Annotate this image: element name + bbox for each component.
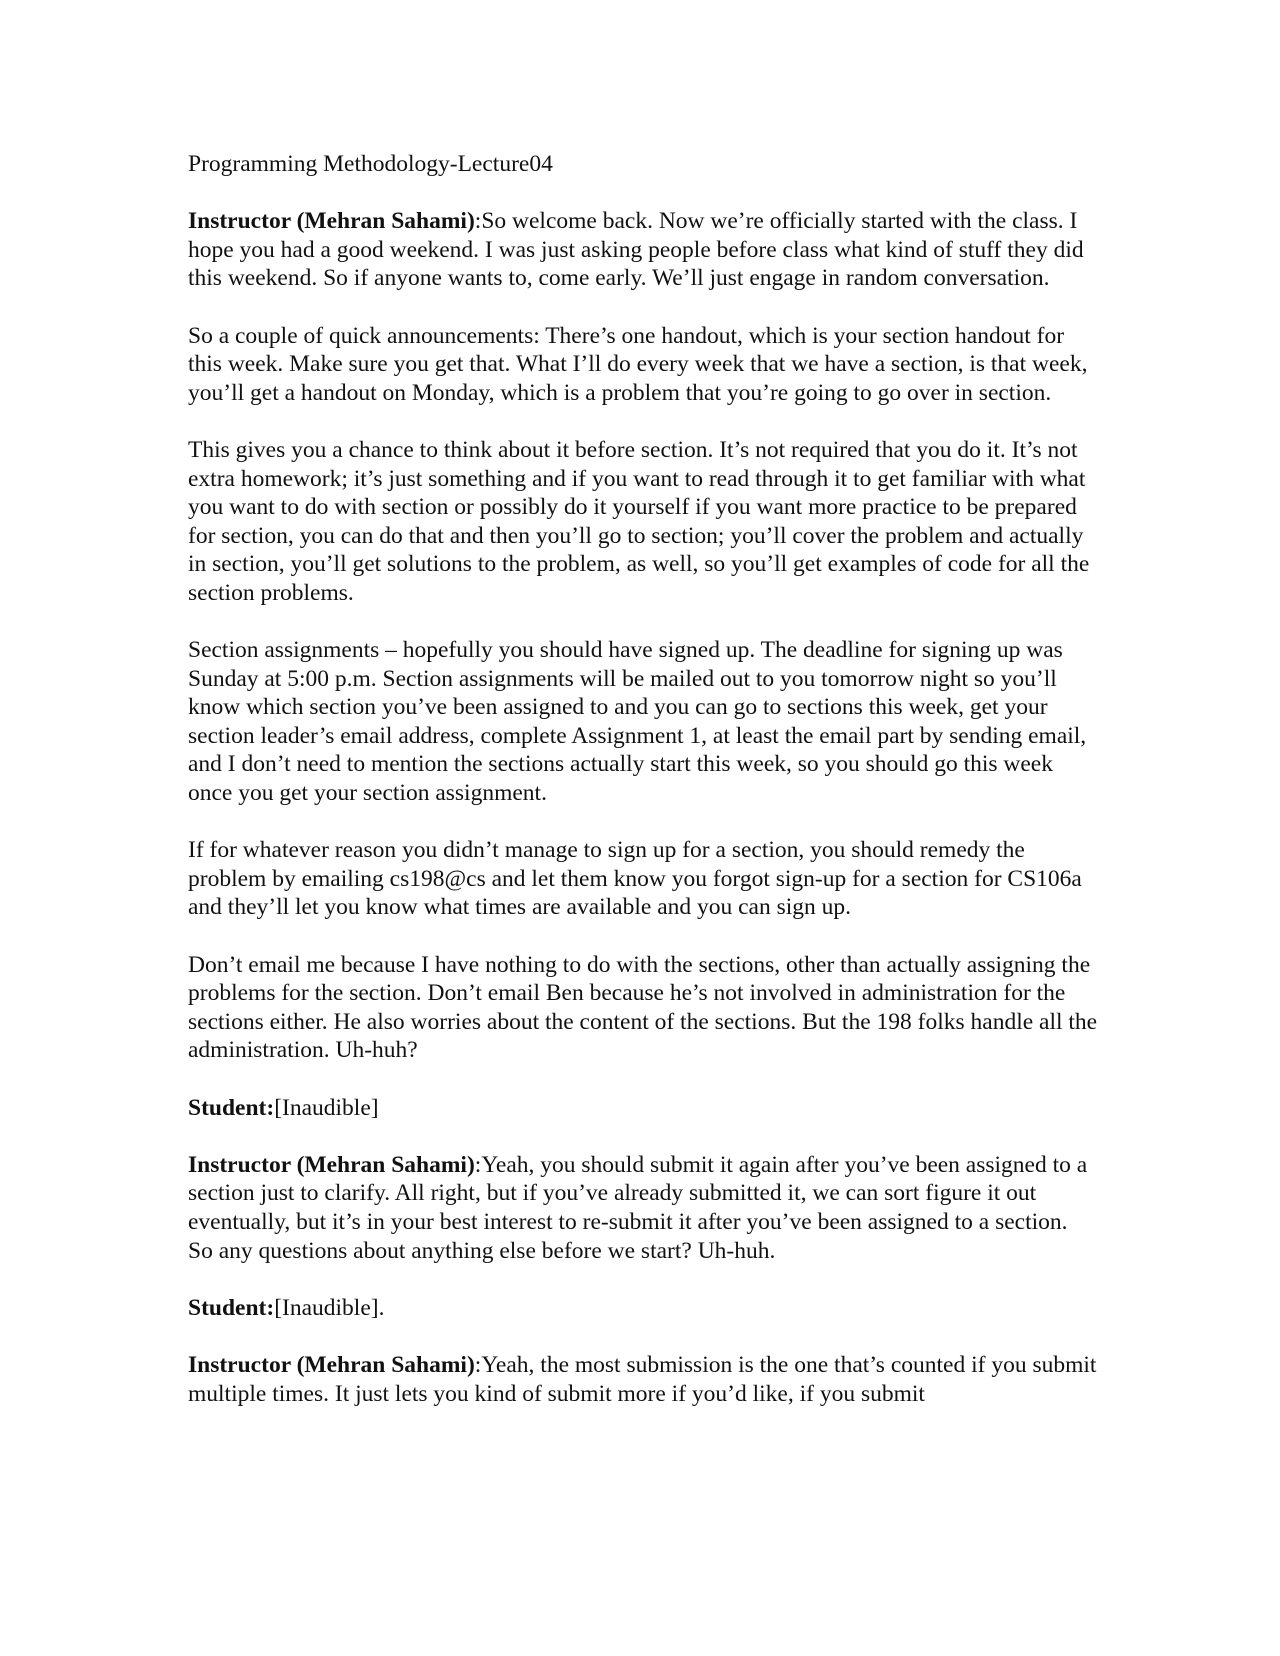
paragraph-text: So a couple of quick announcements: There’s one handout, which is your section handout for this week. Make sure you get that. What I’ll do every week that we have a section, is that week, you’ll get a handout on Monday, which is a problem that you’re going to go over in section. [188, 322, 1088, 406]
paragraph-text: Yeah, the most submission is the one that’s counted if you submit multiple times. It just lets you kind of submit more if you’d like, if you submit [188, 1351, 1097, 1407]
paragraph-4 [188, 636, 1098, 808]
paragraph-2 [188, 322, 1098, 408]
paragraph-10 [188, 1351, 1098, 1408]
paragraph-text: [Inaudible]. [274, 1294, 385, 1321]
speaker-label: Instructor (Mehran Sahami) [188, 1151, 475, 1178]
paragraph-9 [188, 1294, 1098, 1323]
paragraph-text: So welcome back. Now we’re officially started with the class. I hope you had a good weekend. I was just asking people before class what kind of stuff they did this weekend. So if anyone wants to, come early. We’ll just engage in random conversation. [188, 208, 1084, 292]
paragraph-text: Yeah, you should submit it again after you’ve been assigned to a section just to clarify. All right, but if you’ve already submitted it, we can sort figure it out eventually, but it’s in your best interest to re-submit it after you’ve been assigned to a section. So any questions about anything else before we start? Uh-huh. [188, 1151, 1088, 1264]
speaker-label: Student: [188, 1094, 275, 1121]
paragraph-text: Section assignments – hopefully you should have signed up. The deadline for signing up was Sunday at 5:00 p.m. Section assignments will be mailed out to you tomorrow night so you’ll know which section you’ve been assigned to and you can go to sections this week, get your section leader’s email address, complete Assignment 1, at least the email part by sending email, and I don’t need to mention the sections actually start this week, so you should go this week once you get your section assignment. [188, 637, 1087, 807]
paragraph-7 [188, 1094, 1098, 1123]
paragraph-5 [188, 836, 1098, 922]
document-title: Programming Methodology-Lecture04 [188, 151, 553, 177]
paragraph-text: [Inaudible] [274, 1094, 379, 1121]
speaker-label: Student: [188, 1294, 275, 1321]
speaker-label: Instructor (Mehran Sahami) [188, 1351, 475, 1378]
speaker-separator: : [474, 1351, 482, 1378]
paragraph-text: If for whatever reason you didn’t manage to sign up for a section, you should remedy the problem by emailing cs198@cs and let them know you forgot sign-up for a section for CS106a and they’ll let you know what times are available and you can sign up. [188, 837, 1082, 921]
speaker-separator: : [474, 1151, 482, 1178]
paragraph-3 [188, 436, 1098, 608]
paragraph-1 [188, 207, 1098, 293]
paragraph-text: This gives you a chance to think about it before section. It’s not required that you do it. It’s not extra homework; it’s just something and if you want to read through it to get familiar with what you want to do with section or possibly do it yourself if you want more practice to be prepared for section, you can do that and then you’ll go to section; you’ll cover the problem and actually in section, you’ll get solutions to the problem, as well, so you’ll get examples of code for all the section problems. [188, 436, 1090, 606]
paragraph-text: Don’t email me because I have nothing to do with the sections, other than actually assigning the problems for the section. Don’t email Ben because he’s not involved in administration for the sections either. He also worries about the content of the sections. But the 198 folks handle all the administration. Uh-huh? [188, 951, 1098, 1064]
speaker-label: Instructor (Mehran Sahami) [188, 208, 475, 235]
paragraph-6 [188, 951, 1098, 1065]
speaker-separator: : [474, 208, 482, 235]
paragraph-8 [188, 1151, 1098, 1265]
document-body [188, 150, 1098, 1437]
